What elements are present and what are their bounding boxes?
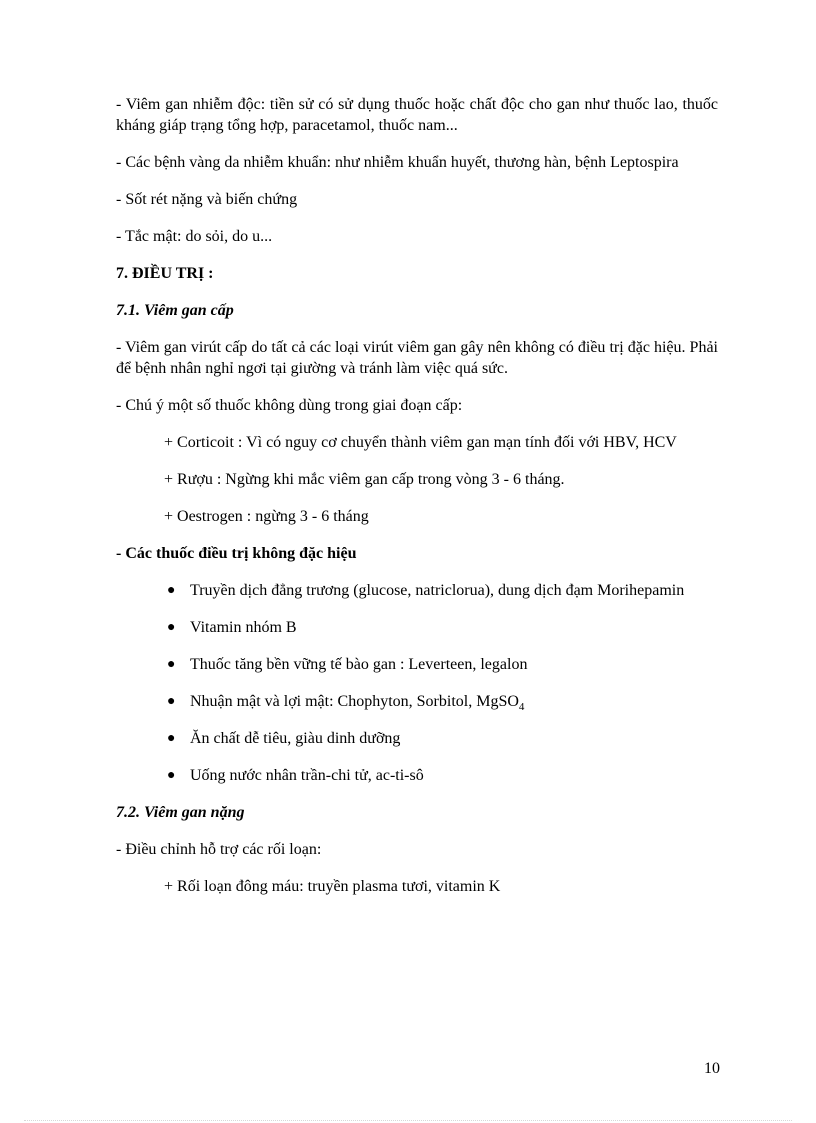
list-item-text: Truyền dịch đẳng trương (glucose, natriclorua), dung dịch đạm Morihepamin xyxy=(190,582,685,599)
page-content xyxy=(116,94,718,913)
subsection-heading-severe-hepatitis: 7.2. Viêm gan nặng xyxy=(116,804,245,821)
list-item-text: Nhuận mật và lợi mật: Chophyton, Sorbitol, MgSO xyxy=(190,693,519,710)
bullet-icon: ● xyxy=(167,694,176,709)
paragraph-severe-malaria: - Sốt rét nặng và biến chứng xyxy=(116,191,298,208)
list-item-text: Vitamin nhóm B xyxy=(190,619,297,636)
list-item-text: Thuốc tăng bền vững tế bào gan : Leverteen, legalon xyxy=(190,656,528,673)
subsection-heading-acute-hepatitis: 7.1. Viêm gan cấp xyxy=(116,302,234,319)
page-number: 10 xyxy=(704,1060,720,1077)
list-item-coagulation-disorder: + Rối loạn đông máu: truyền plasma tươi, vitamin K xyxy=(164,878,501,895)
list-item xyxy=(116,617,718,638)
section-heading-treatment: 7. ĐIỀU TRỊ : xyxy=(116,265,214,282)
list-item-alcohol: + Rượu : Ngừng khi mắc viêm gan cấp trong vòng 3 - 6 tháng. xyxy=(164,471,565,488)
bullet-icon: ● xyxy=(167,620,176,635)
list-item-text: Ăn chất dễ tiêu, giàu dinh dưỡng xyxy=(190,730,401,747)
subscript-4: 4 xyxy=(518,701,525,714)
nonspecific-treatment-heading: - Các thuốc điều trị không đặc hiệu xyxy=(116,545,357,562)
paragraph-acute-no-specific-treatment: - Viêm gan virút cấp do tất cả các loại virút viêm gan gây nên không có điều trị đặc hiệu. Phải để bệnh nhân nghỉ ngơi tại giường và tránh làm việc quá sức. xyxy=(116,339,718,377)
nonspecific-treatment-list xyxy=(116,580,718,786)
list-item xyxy=(116,580,718,601)
list-item-text: Uống nước nhân trần-chi tử, ac-ti-sô xyxy=(190,767,424,784)
list-item-corticoit: + Corticoit : Vì có nguy cơ chuyển thành viêm gan mạn tính đối với HBV, HCV xyxy=(164,434,677,451)
list-item-oestrogen: + Oestrogen : ngừng 3 - 6 tháng xyxy=(164,508,369,525)
list-item xyxy=(116,691,718,712)
bullet-icon: ● xyxy=(167,731,176,746)
page-bottom-divider xyxy=(24,1120,792,1121)
bullet-icon: ● xyxy=(167,657,176,672)
bullet-icon: ● xyxy=(167,583,176,598)
list-item xyxy=(116,765,718,786)
list-item xyxy=(116,728,718,749)
paragraph-toxic-hepatitis: - Viêm gan nhiễm độc: tiền sử có sử dụng thuốc hoặc chất độc cho gan như thuốc lao, thuốc kháng giáp trạng tổng hợp, paracetamol, thuốc nam... xyxy=(116,96,718,134)
paragraph-biliary-obstruction: - Tắc mật: do sỏi, do u... xyxy=(116,228,273,245)
paragraph-infectious-jaundice: - Các bệnh vàng da nhiễm khuẩn: như nhiễm khuẩn huyết, thương hàn, bệnh Leptospira xyxy=(116,154,679,171)
bullet-icon: ● xyxy=(167,768,176,783)
paragraph-supportive-correction: - Điều chỉnh hỗ trợ các rối loạn: xyxy=(116,841,322,858)
paragraph-drugs-to-avoid: - Chú ý một số thuốc không dùng trong giai đoạn cấp: xyxy=(116,397,463,414)
list-item xyxy=(116,654,718,675)
